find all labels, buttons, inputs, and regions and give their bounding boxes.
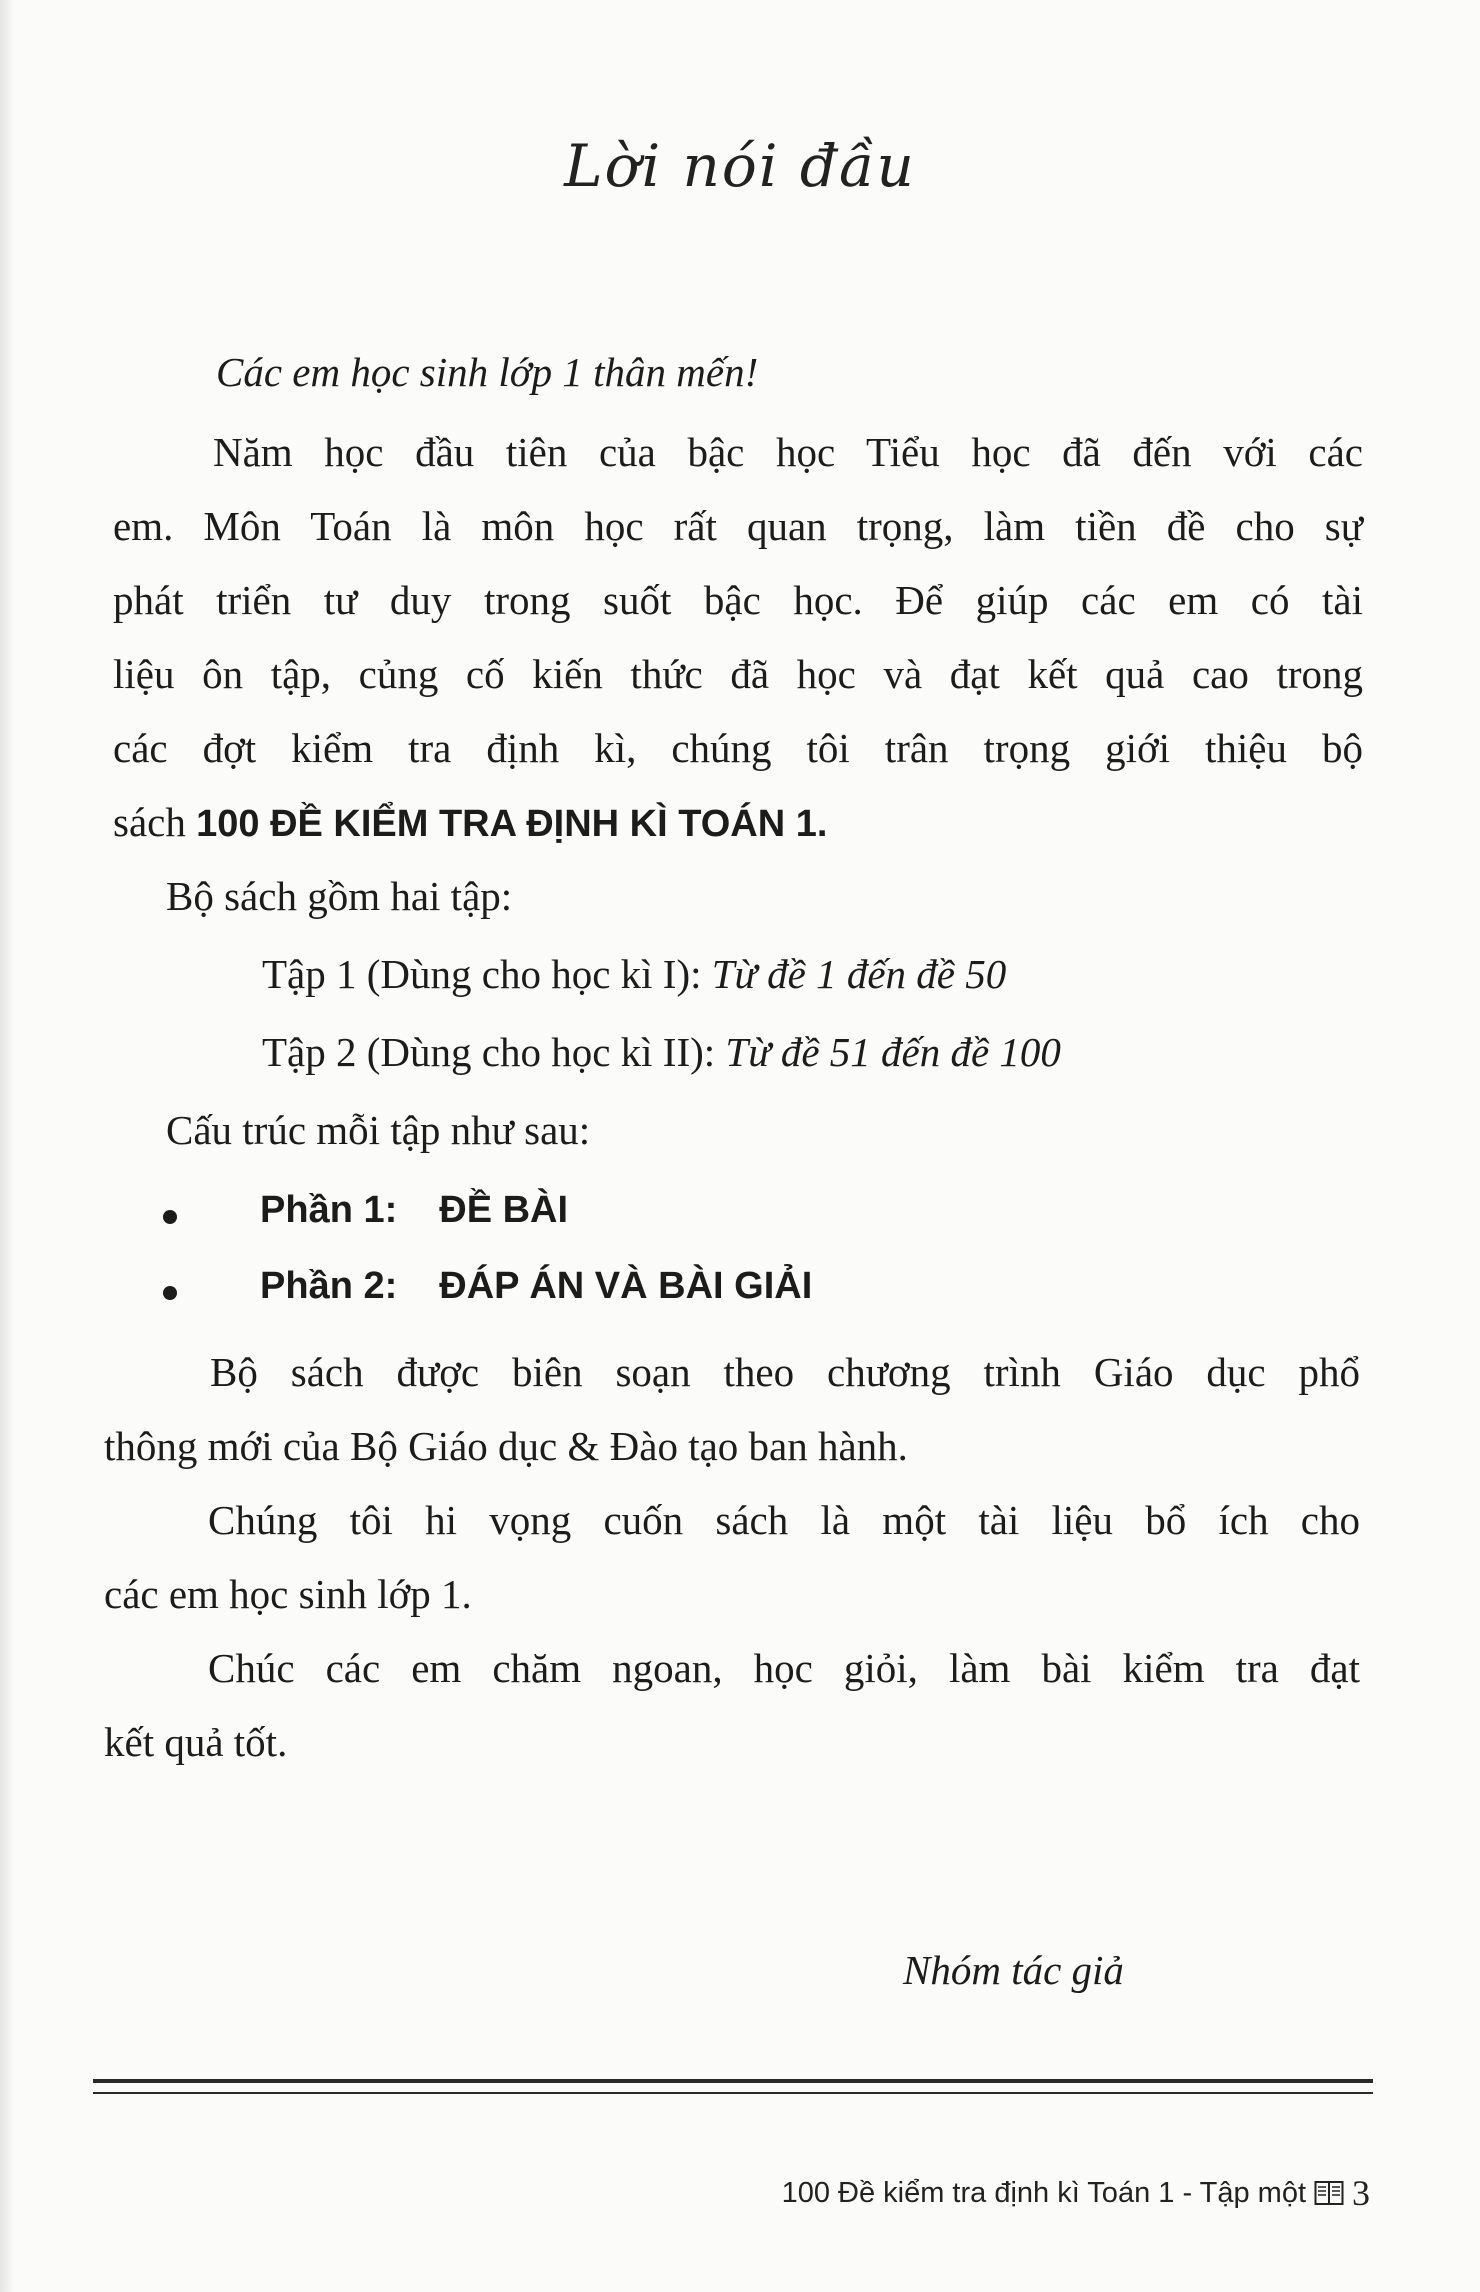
volume-1	[262, 950, 1006, 998]
page-edge-shadow	[0, 0, 14, 2292]
intro-line-4: liệu ôn tập, củng cố kiến thức đã học và đạt kết quả cao trong	[113, 651, 1363, 697]
page-number: 3	[1352, 2173, 1370, 2213]
volume-2-label: Tập 2 (Dùng cho học kì II):	[262, 1029, 716, 1075]
intro-line-6	[113, 798, 827, 848]
footer-rule-thick	[93, 2079, 1373, 2083]
book-icon	[1314, 2179, 1344, 2207]
volume-2	[262, 1028, 1061, 1076]
bullet-icon	[163, 1210, 177, 1224]
curriculum-line-2: thông mới của Bộ Giáo dục & Đào tạo ban hành.	[104, 1423, 908, 1469]
part-2-label: Phần 2:	[260, 1265, 398, 1307]
intro-line-3: phát triển tư duy trong suốt bậc học. Để giúp các em có tài	[113, 577, 1363, 623]
intro-line-1: Năm học đầu tiên của bậc học Tiểu học đã đến với các	[213, 429, 1363, 475]
page-title: Lời nói đầu	[564, 132, 916, 200]
greeting: Các em học sinh lớp 1 thân mến!	[216, 349, 759, 395]
part-1	[260, 1186, 568, 1234]
volume-2-range: Từ đề 51 đến đề 100	[725, 1029, 1061, 1075]
set-intro: Bộ sách gồm hai tập:	[166, 873, 513, 919]
bullet-icon	[163, 1286, 177, 1300]
page-footer	[782, 2172, 1370, 2214]
structure-intro: Cấu trúc mỗi tập như sau:	[166, 1107, 591, 1153]
part-1-value: ĐỀ BÀI	[439, 1189, 569, 1231]
intro-line-2: em. Môn Toán là môn học rất quan trọng, làm tiền đề cho sự	[113, 503, 1363, 549]
part-1-label: Phần 1:	[260, 1189, 398, 1231]
part-2-value: ĐÁP ÁN VÀ BÀI GIẢI	[439, 1265, 813, 1307]
intro-line-5: các đợt kiểm tra định kì, chúng tôi trân trọng giới thiệu bộ	[113, 725, 1363, 771]
hope-line-2: các em học sinh lớp 1.	[104, 1571, 472, 1617]
hope-line-1: Chúng tôi hi vọng cuốn sách là một tài liệu bổ ích cho	[208, 1497, 1360, 1543]
part-2	[260, 1262, 812, 1310]
volume-1-range: Từ đề 1 đến đề 50	[711, 951, 1007, 997]
curriculum-line-1: Bộ sách được biên soạn theo chương trình Giáo dục phổ	[210, 1349, 1360, 1395]
footer-text: 100 Đề kiểm tra định kì Toán 1 - Tập một	[781, 2176, 1306, 2209]
wish-line-2: kết quả tốt.	[104, 1719, 288, 1765]
wish-line-1: Chúc các em chăm ngoan, học giỏi, làm bài kiểm tra đạt	[208, 1645, 1360, 1691]
volume-1-label: Tập 1 (Dùng cho học kì I):	[262, 951, 702, 997]
signature: Nhóm tác giả	[903, 1947, 1124, 1993]
book-title: 100 ĐỀ KIỂM TRA ĐỊNH KÌ TOÁN 1.	[196, 803, 828, 845]
intro-last-prefix: sách	[113, 799, 197, 845]
footer-rule-thin	[93, 2092, 1373, 2094]
